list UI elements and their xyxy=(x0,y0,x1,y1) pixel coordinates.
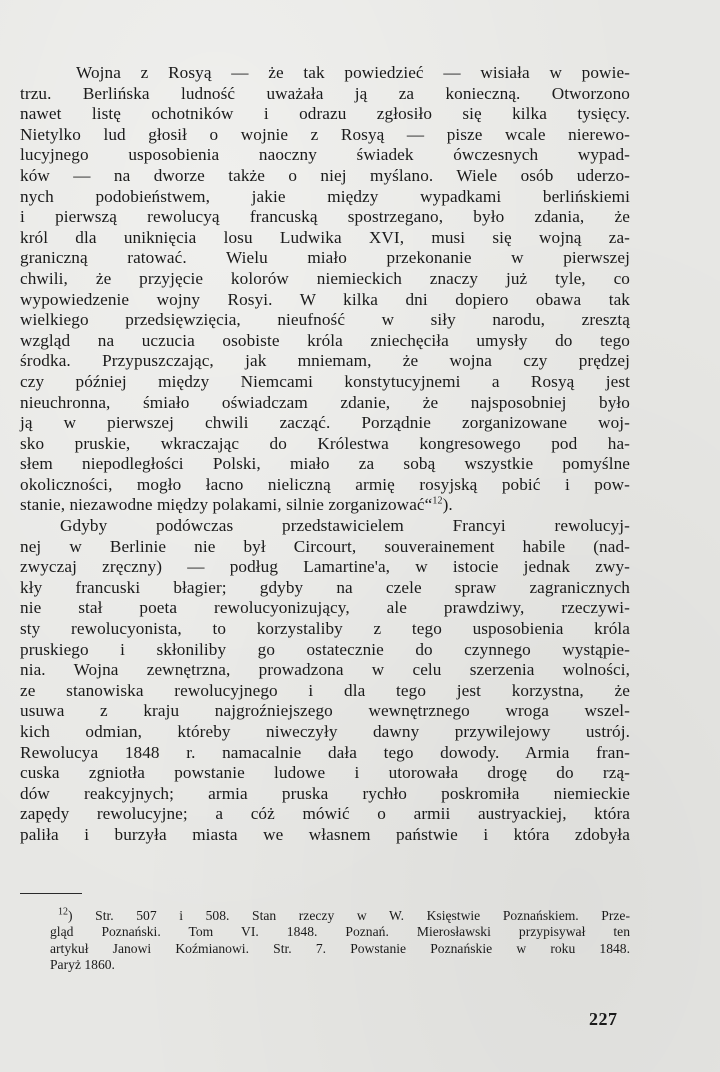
body-text xyxy=(20,63,630,846)
text-line: usuwa z kraju najgroźniejszego wewnętrznego wroga wszel- xyxy=(20,701,630,721)
text-line: ków — na dworze także o niej myślano. Wiele osób uderzo- xyxy=(20,165,630,185)
text-line: nia. Wojna zewnętrzna, prowadzona w celu szerzenia wolności, xyxy=(20,660,630,680)
text-line xyxy=(20,495,630,516)
text-line: środka. Przypuszczając, jak mniemam, że wojna czy prędzej xyxy=(20,351,630,371)
text-line: sty rewolucyonista, to korzystaliby z tego usposobienia króla xyxy=(20,619,630,639)
text-line: paliła i burzyła miasta we własnem państwie i która zdobyła xyxy=(20,824,630,844)
text-line: wypowiedzenie wojny Rosyi. W kilka dni dopiero obawa tak xyxy=(20,289,630,309)
footnote-text: ) Str. 507 i 508. Stan rzeczy w W. Księstwie Poznańskiem. Prze- xyxy=(68,908,630,923)
text-line: Nietylko lud głosił o wojnie z Rosyą — pisze wcale nierewo- xyxy=(20,124,630,144)
footnote-line: Paryż 1860. xyxy=(50,957,115,973)
text-line: okoliczności, mogło łacno nieliczną armię rosyjską pobić i pow- xyxy=(20,474,630,494)
text-line: nej w Berlinie nie był Circourt, souverainement habile (nad- xyxy=(20,536,630,556)
text-line: kły francuski błagier; gdyby na czele spraw zagranicznych xyxy=(20,577,630,597)
text-line: nie stał poeta rewolucyonizujący, ale prawdziwy, rzeczywi- xyxy=(20,598,630,618)
footnote-reference: 12 xyxy=(432,495,443,507)
footnote-divider xyxy=(20,893,82,894)
text-line: lucyjnego usposobienia naoczny świadek ówczesnych wypad- xyxy=(20,145,630,165)
text-line: graniczną ratować. Wielu miało przekonanie w pierwszej xyxy=(20,248,630,268)
text-line: zapędy rewolucyjne; a cóż mówić o armii austryackiej, która xyxy=(20,804,630,824)
text-line: Gdyby podówczas przedstawicielem Francyi rewolucyj- xyxy=(60,516,630,536)
text-line: sko pruskie, wkraczając do Królestwa kongresowego pod ha- xyxy=(20,433,630,453)
text-line: trzu. Berlińska ludność uważała ją za konieczną. Otworzono xyxy=(20,83,630,103)
footnote-line: artykuł Janowi Koźmianowi. Str. 7. Powstanie Poznańskie w roku 1848. xyxy=(50,940,630,956)
text-line: dów reakcyjnych; armia pruska rychło poskromiła niemieckie xyxy=(20,783,630,803)
text-line: kich odmian, któreby niweczyły dawny przywilejowy ustrój. xyxy=(20,722,630,741)
text-line: i pierwszą rewolucyą francuską spostrzegano, było zdania, że xyxy=(20,207,630,227)
page-number: 227 xyxy=(589,1009,618,1029)
footnote-line xyxy=(50,908,630,924)
text-line: Rewolucya 1848 r. namacalnie dała tego dowody. Armia fran- xyxy=(20,742,630,762)
text-line: ją w pierwszej chwili zacząć. Porządnie zorganizowane woj- xyxy=(20,413,630,433)
text-line: nawet listę ochotników i odrazu zgłosiło się kilka tysięcy. xyxy=(20,104,630,124)
footnote-line: gląd Poznański. Tom VI. 1848. Poznań. Mierosławski przypisywał ten xyxy=(50,924,630,940)
text-line: król dla uniknięcia losu Ludwika XVI, musi się wojną za- xyxy=(20,227,630,247)
text-line: nych podobieństwem, jakie między wypadkami berlińskiemi xyxy=(20,186,630,206)
text-line: Wojna z Rosyą — że tak powiedzieć — wisiała w powie- xyxy=(76,63,630,82)
text-line: pruskiego i skłoniliby go ostatecznie do czynnego wystąpie- xyxy=(20,639,630,659)
footnote-reference-close: ). xyxy=(442,495,453,515)
text-line: ze stanowiska rewolucyjnego i dla tego jest korzystna, że xyxy=(20,680,630,700)
text-line: wzgląd na uczucia osobiste króla zniechęciła umysły do tego xyxy=(20,330,630,350)
text-line: nieuchronna, śmiało oświadczam zdanie, że najsposobniej było xyxy=(20,392,630,412)
text-line: cuska zgniotła powstanie ludowe i utorowała drogę do rzą- xyxy=(20,763,630,783)
footnote-number: 12 xyxy=(58,906,68,918)
text-line: słem niepodległości Polski, miało za sobą wszystkie pomyślne xyxy=(20,454,630,474)
text-line: zwyczaj zręczny) — podług Lamartine'a, w istocie jednak zwy- xyxy=(20,557,630,577)
text-line-content: stanie, niezawodne między polakami, silnie zorganizować“ xyxy=(20,495,433,515)
text-line: chwili, że przyjęcie kolorów niemieckich znaczy już tyle, co xyxy=(20,268,630,288)
text-line: wielkiego przedsięwzięcia, nieufność w siły narodu, zresztą xyxy=(20,310,630,330)
footnotes xyxy=(50,908,630,974)
text-line: czy później między Niemcami konstytucyjnemi a Rosyą jest xyxy=(20,371,630,391)
